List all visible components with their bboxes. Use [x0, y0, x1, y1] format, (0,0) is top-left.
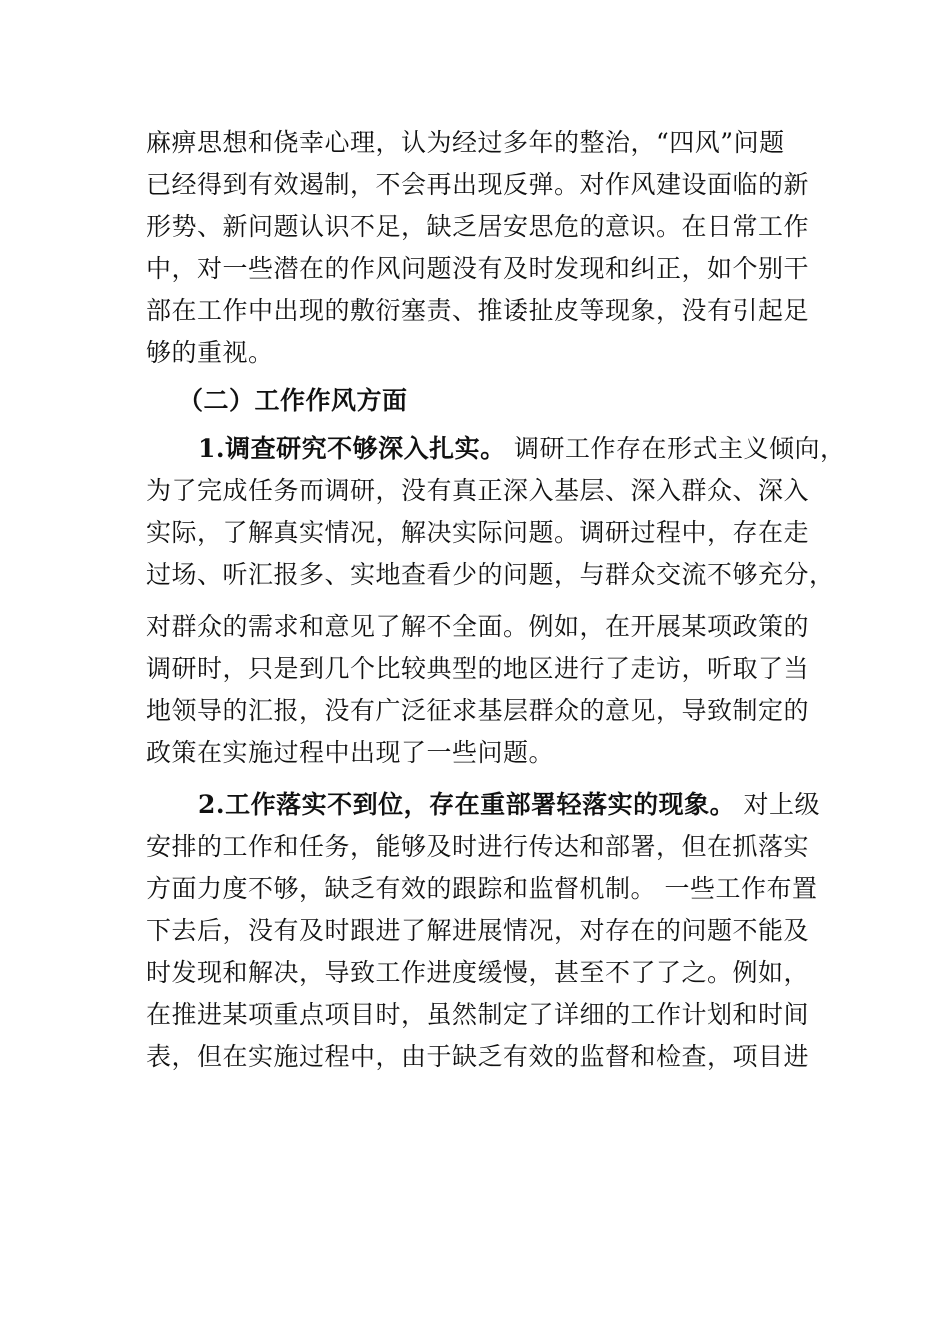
paragraph-line: 地领导的汇报，没有广泛征求基层群众的意见，导致制定的 — [146, 696, 810, 725]
item-1-heading: 1.调查研究不够深入扎实。 — [198, 434, 506, 463]
paragraph-line: 形势、新问题认识不足，缺乏居安思危的意识。在日常工作 — [146, 212, 810, 241]
item-1-first-line — [198, 434, 846, 464]
paragraph-line: 安排的工作和任务，能够及时进行传达和部署，但在抓落实 — [146, 832, 810, 861]
paragraph-line: 已经得到有效遏制，不会再出现反弹。对作风建设面临的新 — [146, 170, 810, 199]
paragraph-line: 方面力度不够，缺乏有效的跟踪和监督机制。 一些工作布置 — [146, 874, 818, 903]
paragraph-line: 表，但在实施过程中，由于缺乏有效的监督和检查，项目进 — [146, 1042, 810, 1071]
paragraph-line: 对群众的需求和意见了解不全面。例如，在开展某项政策的 — [146, 612, 810, 641]
paragraph-line: 部在工作中出现的敷衍塞责、推诿扯皮等现象，没有引起足 — [146, 296, 810, 325]
item-2-heading: 2.工作落实不到位，存在重部署轻落实的现象。 — [198, 790, 736, 819]
paragraph-line: 政策在实施过程中出现了一些问题。 — [146, 738, 555, 767]
paragraph-line: 中，对一些潜在的作风问题没有及时发现和纠正，如个别干 — [146, 254, 810, 283]
paragraph-line: 在推进某项重点项目时，虽然制定了详细的工作计划和时间 — [146, 1000, 810, 1029]
paragraph-line: 为了完成任务而调研，没有真正深入基层、深入群众、深入 — [146, 476, 810, 505]
paragraph-line: 够的重视。 — [146, 338, 274, 367]
section-heading: （二）工作作风方面 — [178, 386, 408, 415]
item-2-first-line — [198, 790, 821, 820]
paragraph-line: 下去后，没有及时跟进了解进展情况，对存在的问题不能及 — [146, 916, 810, 945]
paragraph-line: 麻痹思想和侥幸心理，认为经过多年的整治，“四风”问题 — [146, 128, 785, 157]
item-2-first-line-text: 对上级 — [735, 790, 821, 819]
paragraph-line: 时发现和解决，导致工作进度缓慢，甚至不了了之。例如， — [146, 958, 810, 987]
item-1-first-line-text: 调研工作存在形式主义倾向， — [505, 434, 846, 463]
paragraph-line: 实际，了解真实情况，解决实际问题。调研过程中，存在走 — [146, 518, 810, 547]
paragraph-line: 过场、听汇报多、实地查看少的问题，与群众交流不够充分， — [146, 560, 835, 589]
paragraph-line: 调研时，只是到几个比较典型的地区进行了走访，听取了当 — [146, 654, 810, 683]
